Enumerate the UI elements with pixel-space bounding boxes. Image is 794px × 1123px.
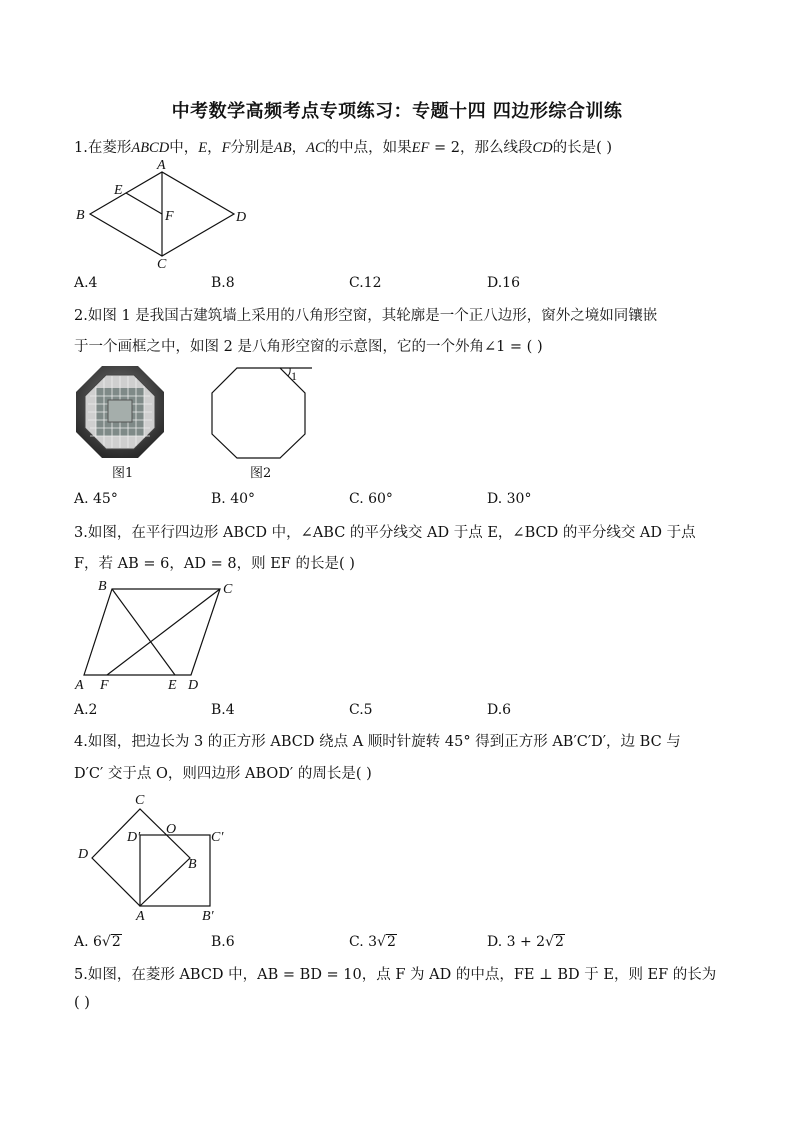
q3-stem-line1: 3.如图，在平行四边形 ABCD 中，∠ABC 的平分线交 AD 于点 E，∠BCD 的平分线交 AD 于点 (74, 525, 696, 541)
q1-text: 中， (169, 140, 199, 156)
q1-text: 分别是 (230, 140, 274, 156)
q2-caption-2: 图2 (250, 466, 272, 481)
q4-option-a-text: A. 6 (74, 934, 102, 950)
sqrt-sign: √ (545, 934, 554, 950)
q1-text: 的长是( ) (552, 140, 613, 156)
q2-option-a[interactable]: A. 45° (74, 491, 118, 507)
q1-var: EF (411, 140, 430, 156)
q4-option-c-radicand: 2 (386, 934, 396, 950)
q4-label-c: C (135, 793, 145, 808)
q5-stem-line1: 5.如图，在菱形 ABCD 中，AB = BD = 10，点 F 为 AD 的中点，FE ⊥ BD 于 E，则 EF 的长为 (74, 967, 717, 983)
q1-label-f: F (165, 209, 174, 224)
q1-label-e: E (114, 183, 123, 198)
q1-text: ，那么线段 (459, 140, 533, 156)
q4-option-d-radicand: 2 (555, 934, 564, 950)
q1-option-a[interactable]: A.4 (74, 275, 98, 291)
q1-stem (74, 136, 612, 157)
q1-var: F (221, 140, 231, 156)
q1-label-b: B (76, 208, 85, 223)
q1-var: ABCD (131, 140, 170, 156)
q4-option-d-text: D. 3 + 2 (487, 934, 546, 950)
q1-var: E (198, 140, 208, 156)
q1-var: CD (532, 140, 553, 156)
sqrt-sign: √ (377, 934, 386, 950)
q1-rhombus-figure (68, 160, 258, 272)
q3-option-a[interactable]: A.2 (74, 702, 98, 718)
q1-option-d[interactable]: D.16 (487, 275, 520, 291)
q3-stem-line2: F，若 AB = 6，AD = 8，则 EF 的长是( ) (74, 556, 355, 572)
q2-window-photo (76, 366, 164, 458)
q3-option-d[interactable]: D.6 (487, 702, 512, 718)
q3-label-b: B (98, 579, 107, 594)
q4-option-b-text: B.6 (211, 934, 235, 950)
q2-option-b[interactable]: B. 40° (211, 491, 256, 507)
q4-label-dp: D′ (127, 830, 141, 845)
q3-label-e: E (168, 678, 177, 692)
q4-rotated-squares-figure (72, 788, 232, 922)
q2-stem-line2: 于一个画框之中，如图 2 是八角形空窗的示意图，它的一个外角∠1 = ( ) (74, 339, 543, 355)
q3-label-c: C (223, 582, 233, 597)
q4-option-d[interactable] (487, 934, 565, 950)
q1-label-a: A (157, 160, 166, 173)
sqrt-sign: √ (101, 934, 111, 950)
q4-option-c[interactable] (349, 934, 397, 950)
q1-option-b[interactable]: B.8 (211, 275, 235, 291)
q3-label-f: F (100, 678, 109, 692)
q4-label-b: B (188, 857, 197, 872)
q2-angle-label: 1 (291, 369, 297, 383)
q4-option-a-radicand: 2 (111, 934, 121, 950)
q4-option-c-text: C. 3 (349, 934, 378, 950)
q4-label-bp: B′ (202, 909, 214, 922)
q3-option-c[interactable]: C.5 (349, 702, 373, 718)
q3-option-b[interactable]: B.4 (211, 702, 235, 718)
q1-label-d: D (236, 210, 247, 225)
q1-var: AC (306, 140, 325, 156)
q2-octagon-diagram (208, 364, 314, 462)
q4-label-cp: C′ (211, 830, 224, 845)
q1-text: ， (207, 140, 222, 156)
q1-text: = 2 (429, 140, 460, 156)
q3-label-a: A (75, 678, 84, 692)
q2-stem-line1: 2.如图 1 是我国古建筑墙上采用的八角形空窗，其轮廓是一个正八边形，窗外之境如同镶嵌 (74, 308, 658, 324)
q1-option-c[interactable]: C.12 (349, 275, 382, 291)
q4-option-a[interactable] (74, 934, 122, 950)
q1-var: AB (273, 140, 292, 156)
q4-label-d: D (78, 847, 89, 862)
q4-stem-line1: 4.如图，把边长为 3 的正方形 ABCD 绕点 A 顺时针旋转 45° 得到正方形 AB′C′D′，边 BC 与 (74, 734, 681, 750)
q1-text: ， (291, 140, 307, 156)
q4-label-a: A (136, 909, 145, 922)
q1-text: 1.在菱形 (74, 140, 132, 156)
q4-option-b[interactable] (211, 934, 235, 950)
q2-caption-1: 图1 (112, 466, 134, 481)
q3-parallelogram-figure (70, 578, 240, 692)
page-title: 中考数学高频考点专项练习：专题十四 四边形综合训练 (171, 101, 623, 122)
q4-stem-line2: D′C′ 交于点 O，则四边形 ABOD′ 的周长是( ) (74, 766, 372, 782)
q1-text: 的中点，如果 (324, 140, 412, 156)
q4-label-o: O (166, 822, 177, 837)
q3-label-d: D (188, 678, 199, 692)
q5-stem-line2: ( ) (74, 995, 90, 1011)
q2-option-d[interactable]: D. 30° (487, 491, 532, 507)
q2-option-c[interactable]: C. 60° (349, 491, 393, 507)
q1-label-c: C (157, 257, 167, 272)
